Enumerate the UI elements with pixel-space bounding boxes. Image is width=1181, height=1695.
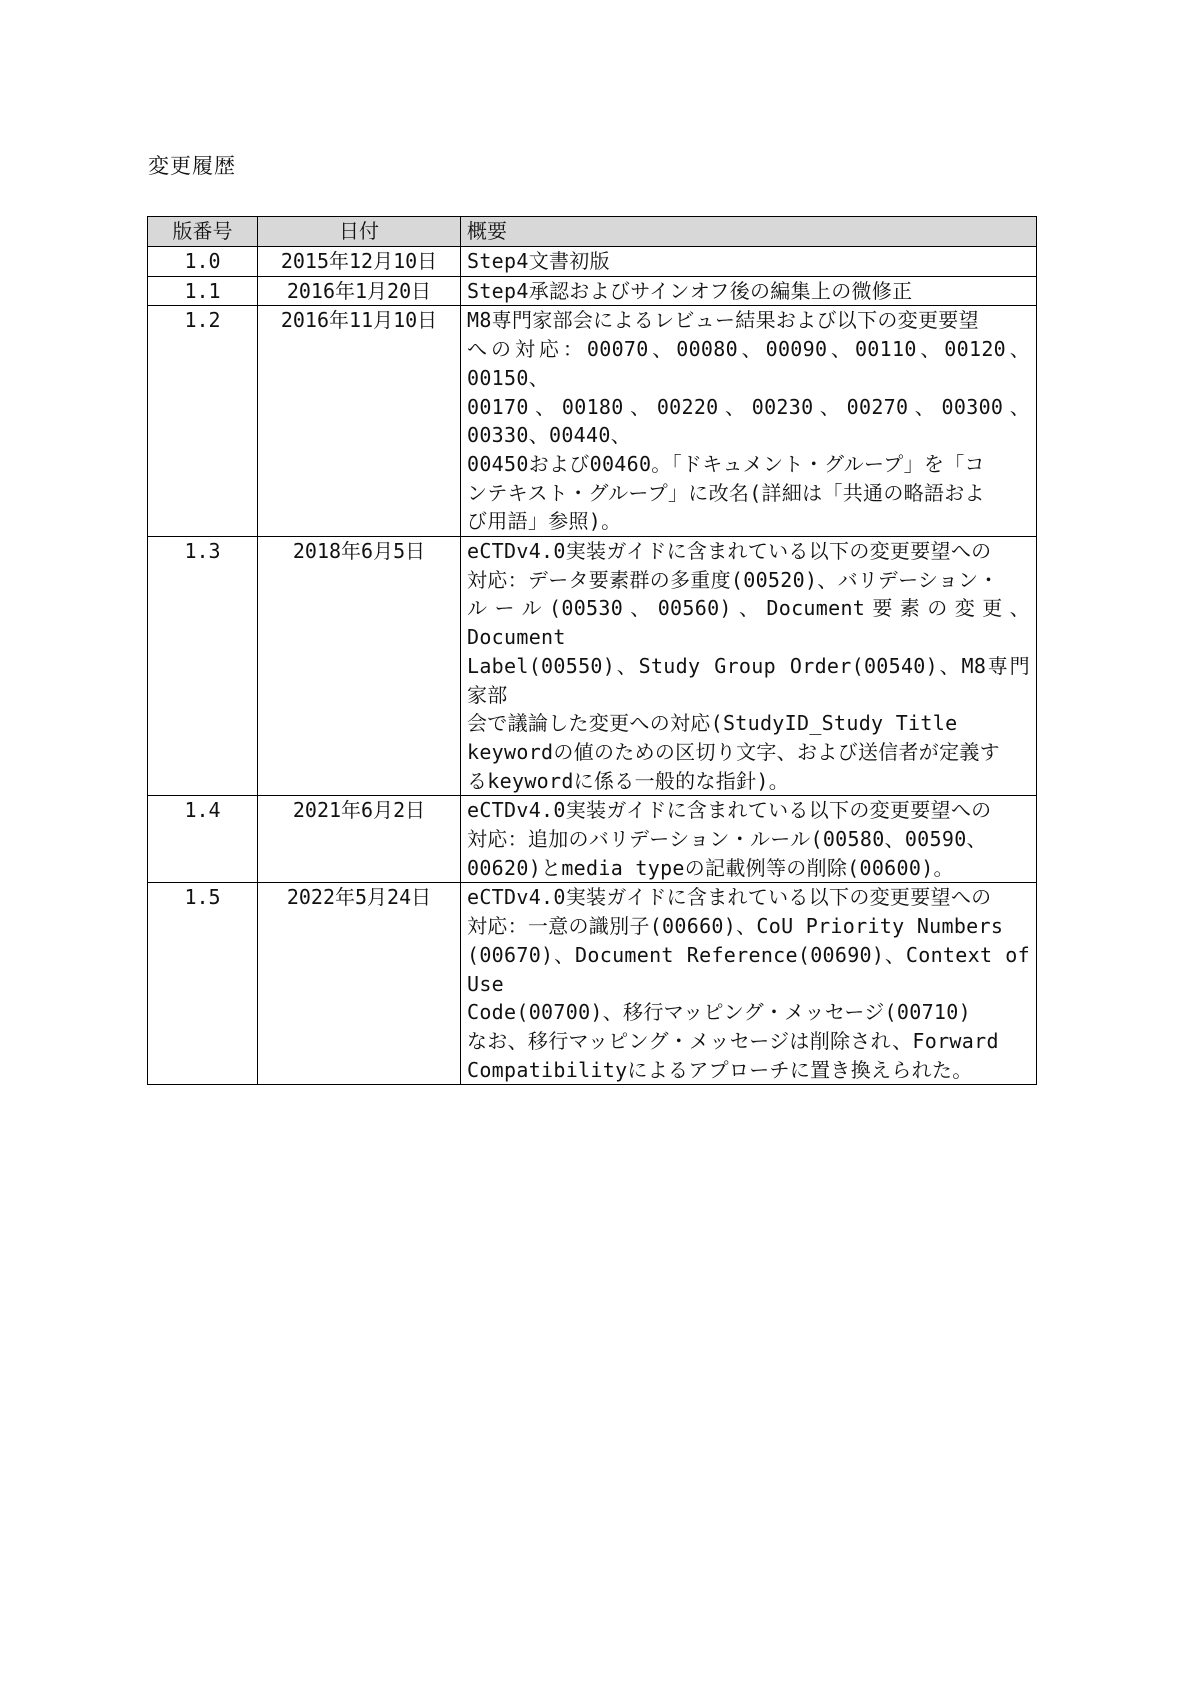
summary-cell (461, 276, 1037, 306)
summary-line: 会で議論した変更への対応(StudyID_Study Title (467, 711, 958, 736)
date-cell: 2021年6月2日 (258, 796, 461, 883)
summary-line: 00620)とmedia typeの記載例等の削除(00600)。 (467, 855, 954, 880)
summary-line: 00450および00460。「ドキュメント・グループ」を「コ (467, 451, 985, 476)
date-cell: 2016年1月20日 (258, 276, 461, 306)
summary-line: Compatibilityによるアプローチに置き換えられた。 (467, 1057, 973, 1082)
change-history-table (147, 216, 1037, 1085)
summary-cell (461, 883, 1037, 1085)
summary-line: 00170、00180、00220、00230、00270、00300、00330、00440、 (467, 394, 1030, 448)
summary-line: び用語」参照)。 (467, 509, 622, 534)
table-body (148, 247, 1037, 1085)
summary-line: M8専門家部会によるレビュー結果および以下の変更要望 (467, 308, 979, 333)
table-header-row (148, 217, 1037, 247)
header-version: 版番号 (148, 217, 258, 247)
header-date: 日付 (258, 217, 461, 247)
table-row (148, 276, 1037, 306)
summary-line: Step4承認およびサインオフ後の編集上の微修正 (467, 278, 913, 303)
summary-cell (461, 247, 1037, 277)
table-row (148, 537, 1037, 796)
summary-line: 対応：一意の識別子(00660)、CoU Priority Numbers (467, 914, 1004, 939)
summary-line: 対応：データ要素群の多重度(00520)、バリデーション・ (467, 567, 999, 592)
date-cell: 2018年6月5日 (258, 537, 461, 796)
summary-line: Step4文書初版 (467, 249, 610, 273)
version-cell: 1.4 (148, 796, 258, 883)
summary-cell (461, 306, 1037, 537)
version-cell: 1.1 (148, 276, 258, 306)
summary-line: eCTDv4.0実装ガイドに含まれている以下の変更要望への (467, 798, 992, 823)
summary-line: keywordの値のための区切り文字、および送信者が定義す (467, 739, 1000, 764)
table-row (148, 306, 1037, 537)
summary-line: Label(00550)、Study Group Order(00540)、M8専門家部 (467, 653, 1030, 707)
summary-line: なお、移行マッピング・メッセージは削除され、Forward (467, 1028, 999, 1053)
summary-line: (00670)、Document Reference(00690)、Context of Use (467, 942, 1030, 996)
table-row (148, 883, 1037, 1085)
summary-cell (461, 796, 1037, 883)
date-cell: 2016年11月10日 (258, 306, 461, 537)
summary-line: eCTDv4.0実装ガイドに含まれている以下の変更要望への (467, 539, 992, 564)
header-summary: 概要 (461, 217, 1037, 247)
summary-line: Code(00700)、移行マッピング・メッセージ(00710) (467, 1000, 971, 1025)
summary-line: への対応：00070、00080、00090、00110、00120、00150、 (467, 337, 1030, 390)
summary-line: ルール(00530、00560)、Document要素の変更、Document (467, 596, 1030, 650)
version-cell: 1.5 (148, 883, 258, 1085)
summary-line: るkeywordに係る一般的な指針)。 (467, 768, 790, 793)
summary-line: ンテキスト・グループ」に改名(詳細は「共通の略語およ (467, 480, 985, 505)
version-cell: 1.3 (148, 537, 258, 796)
table-row (148, 796, 1037, 883)
date-cell: 2015年12月10日 (258, 247, 461, 277)
version-cell: 1.0 (148, 247, 258, 277)
summary-line: 対応：追加のバリデーション・ルール(00580、00590、 (467, 827, 987, 852)
page-title: 変更履歴 (148, 154, 236, 178)
table-row (148, 247, 1037, 277)
version-cell: 1.2 (148, 306, 258, 537)
date-cell: 2022年5月24日 (258, 883, 461, 1085)
summary-cell (461, 537, 1037, 796)
summary-line: eCTDv4.0実装ガイドに含まれている以下の変更要望への (467, 885, 992, 910)
